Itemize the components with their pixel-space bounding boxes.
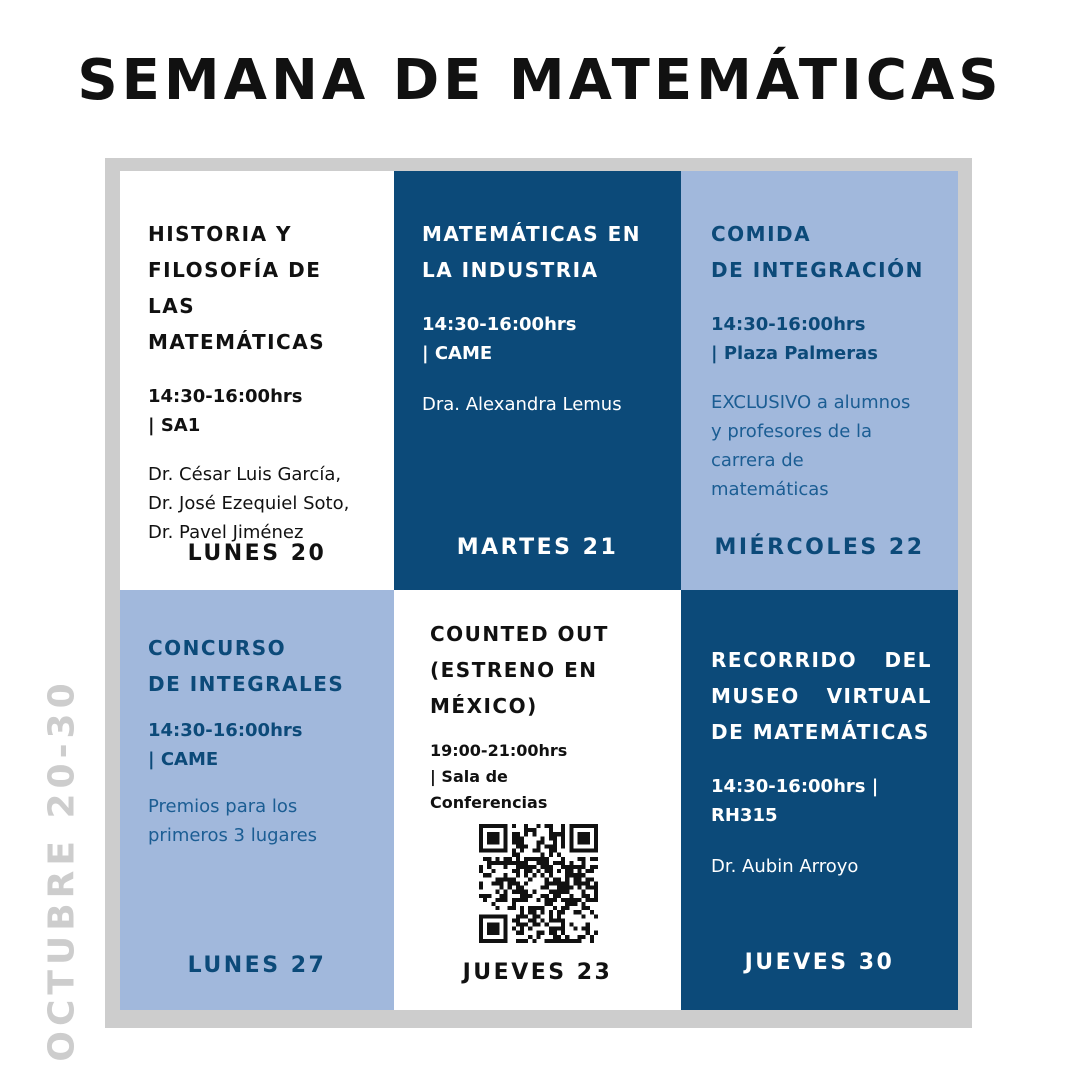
schedule-grid xyxy=(120,171,958,1010)
event-time xyxy=(711,772,932,830)
event-title-line: DE MATEMÁTICAS xyxy=(711,720,930,744)
event-title-line: DE INTEGRALES xyxy=(148,672,345,696)
event-description xyxy=(148,792,368,850)
event-time xyxy=(430,738,655,816)
event-card-comida xyxy=(681,171,958,590)
event-location: | SA1 xyxy=(148,415,201,436)
event-speaker: Dr. César Luis García, xyxy=(148,464,342,485)
event-day: JUEVES 23 xyxy=(462,960,613,985)
event-title-line: RECORRIDO DEL xyxy=(711,648,932,672)
date-range-label: OCTUBRE 20-30 xyxy=(41,678,83,1062)
event-note: primeros 3 lugares xyxy=(148,825,318,846)
event-description xyxy=(422,390,655,419)
event-note: carrera de xyxy=(711,450,804,471)
event-day: MARTES 21 xyxy=(456,535,619,560)
event-title-line: MUSEO VIRTUAL xyxy=(711,684,932,708)
event-title: MATEMÁTICAS EN LA INDUSTRIA xyxy=(422,222,641,282)
event-time xyxy=(422,310,655,368)
event-day: LUNES 27 xyxy=(187,953,327,978)
event-description xyxy=(711,388,932,504)
qr-code-icon[interactable] xyxy=(479,824,598,943)
event-title xyxy=(711,642,932,750)
event-card-concurso xyxy=(120,590,394,1010)
event-time xyxy=(148,716,368,774)
event-note: EXCLUSIVO a alumnos xyxy=(711,392,911,413)
event-note: y profesores de la xyxy=(711,421,873,442)
event-note: Premios para los xyxy=(148,796,298,817)
event-card-counted-out xyxy=(394,590,681,1010)
event-day: JUEVES 30 xyxy=(744,950,895,975)
event-time-range: 14:30-16:00hrs xyxy=(148,720,303,741)
event-time-range: 14:30-16:00hrs xyxy=(711,314,866,335)
event-time-range: 19:00-21:00hrs xyxy=(430,741,568,760)
event-title: HISTORIA Y FILOSOFÍA DE LAS MATEMÁTICAS xyxy=(148,222,326,354)
event-speaker: Dr. Pavel Jiménez xyxy=(148,522,304,543)
event-speaker: Dra. Alexandra Lemus xyxy=(422,394,622,415)
event-card-museo xyxy=(681,590,958,1010)
event-location: Conferencias xyxy=(430,793,548,812)
event-location: | CAME xyxy=(422,343,493,364)
event-title xyxy=(711,216,932,288)
event-card-industria xyxy=(394,171,681,590)
event-time-range: 14:30-16:00hrs xyxy=(148,386,303,407)
event-note: matemáticas xyxy=(711,479,829,500)
event-card-historia xyxy=(120,171,394,590)
event-time-range: 14:30-16:00hrs | xyxy=(711,776,879,797)
event-location: | CAME xyxy=(148,749,219,770)
event-description xyxy=(148,460,368,547)
event-title-line: DE INTEGRACIÓN xyxy=(711,258,924,282)
event-title: COUNTED OUT (ESTRENO EN MÉXICO) xyxy=(430,622,609,718)
event-location: | Plaza Palmeras xyxy=(711,343,878,364)
event-time xyxy=(148,382,368,440)
event-title-line: COMIDA xyxy=(711,222,812,246)
event-location: RH315 xyxy=(711,805,778,826)
event-location: | Sala de xyxy=(430,767,508,786)
event-speaker: Dr. José Ezequiel Soto, xyxy=(148,493,350,514)
event-description xyxy=(711,852,932,881)
event-title-line: CONCURSO xyxy=(148,636,287,660)
event-time xyxy=(711,310,932,368)
event-day: MIÉRCOLES 22 xyxy=(714,535,925,560)
event-time-range: 14:30-16:00hrs xyxy=(422,314,577,335)
event-day: LUNES 20 xyxy=(187,541,327,566)
event-title xyxy=(148,630,368,702)
page-title: SEMANA DE MATEMÁTICAS xyxy=(77,48,1003,113)
event-speaker: Dr. Aubin Arroyo xyxy=(711,856,859,877)
